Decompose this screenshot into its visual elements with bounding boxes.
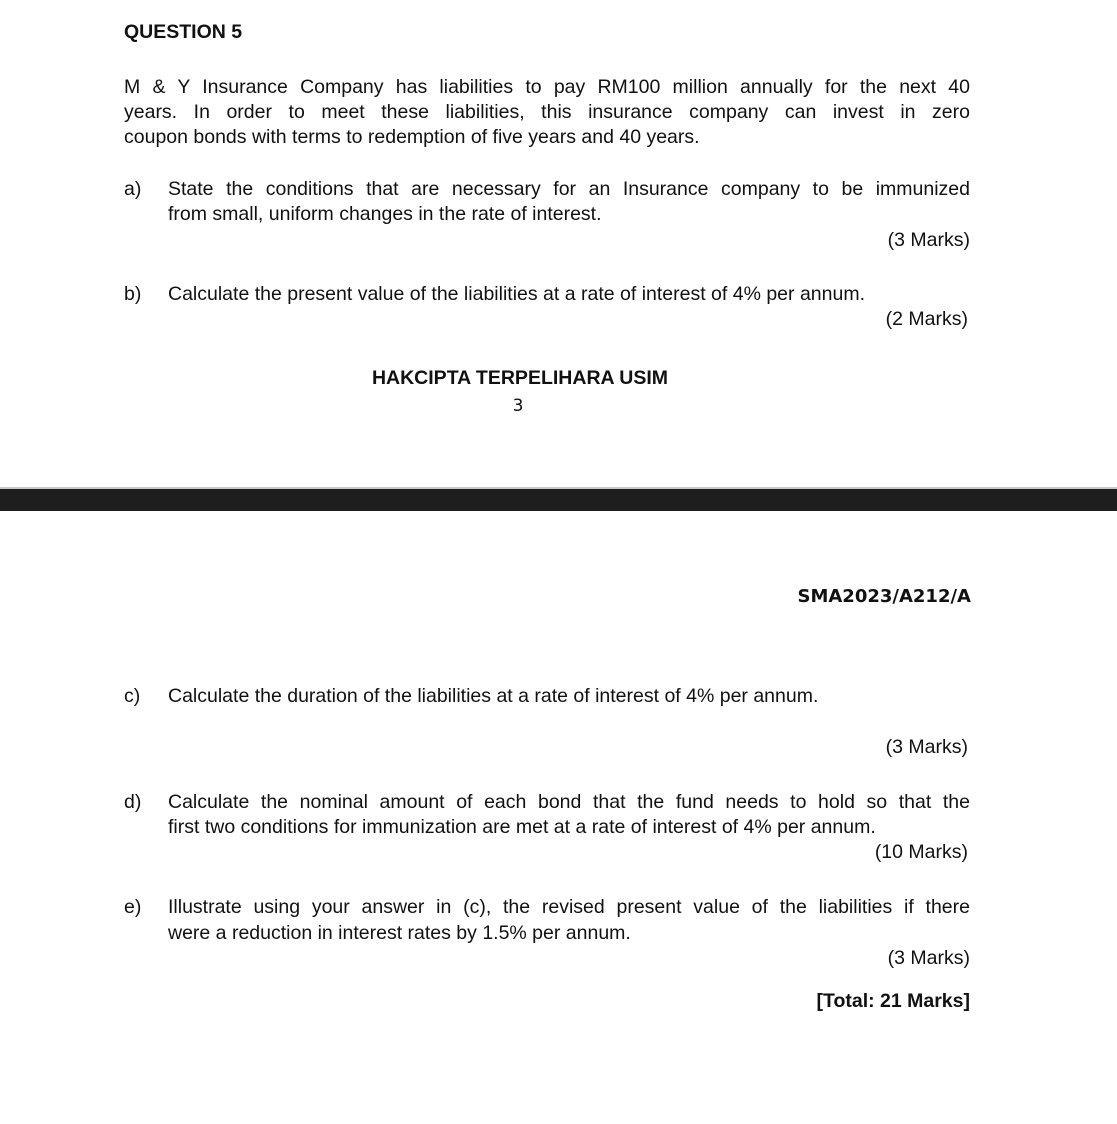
part-c-line-1: Calculate the duration of the liabilities at a rate of interest of 4% per annum. [168, 685, 819, 707]
part-d-label: d) [124, 791, 142, 813]
page-number: 3 [512, 396, 524, 416]
part-c-marks: (3 Marks) [885, 736, 968, 758]
part-a-marks: (3 Marks) [887, 229, 970, 251]
page-break-divider [0, 489, 1117, 511]
part-d-line-2: first two conditions for immunization are met at a rate of interest of 4% per annum. [168, 816, 876, 838]
intro-line-3: coupon bonds with terms to redemption of five years and 40 years. [124, 126, 700, 148]
part-d-marks: (10 Marks) [874, 841, 968, 863]
total-marks: [Total: 21 Marks] [816, 990, 970, 1012]
intro-line-2: years. In order to meet these liabilities, this insurance company can invest in zero [124, 101, 970, 123]
part-e-label: e) [124, 896, 142, 918]
part-d-line-1: Calculate the nominal amount of each bond that the fund needs to hold so that the [168, 791, 970, 813]
copyright-footer: HAKCIPTA TERPELIHARA USIM [371, 367, 669, 389]
course-code: SMA2023/A212/A [797, 586, 971, 607]
part-a-label: a) [124, 178, 142, 200]
part-e-line-1: Illustrate using your answer in (c), the revised present value of the liabilities if there [168, 896, 970, 918]
part-c-label: c) [124, 685, 141, 707]
part-b-label: b) [124, 283, 142, 305]
part-a-line-1: State the conditions that are necessary for an Insurance company to be immunized [168, 178, 970, 200]
intro-line-1: M & Y Insurance Company has liabilities to pay RM100 million annually for the next 40 [124, 76, 970, 98]
part-a-line-2: from small, uniform changes in the rate of interest. [168, 203, 602, 225]
part-b-line-1: Calculate the present value of the liabilities at a rate of interest of 4% per annum. [168, 283, 865, 305]
part-e-marks: (3 Marks) [887, 947, 970, 969]
part-e-line-2: were a reduction in interest rates by 1.5% per annum. [168, 922, 631, 944]
part-b-marks: (2 Marks) [885, 308, 968, 330]
question-heading: QUESTION 5 [124, 21, 243, 43]
